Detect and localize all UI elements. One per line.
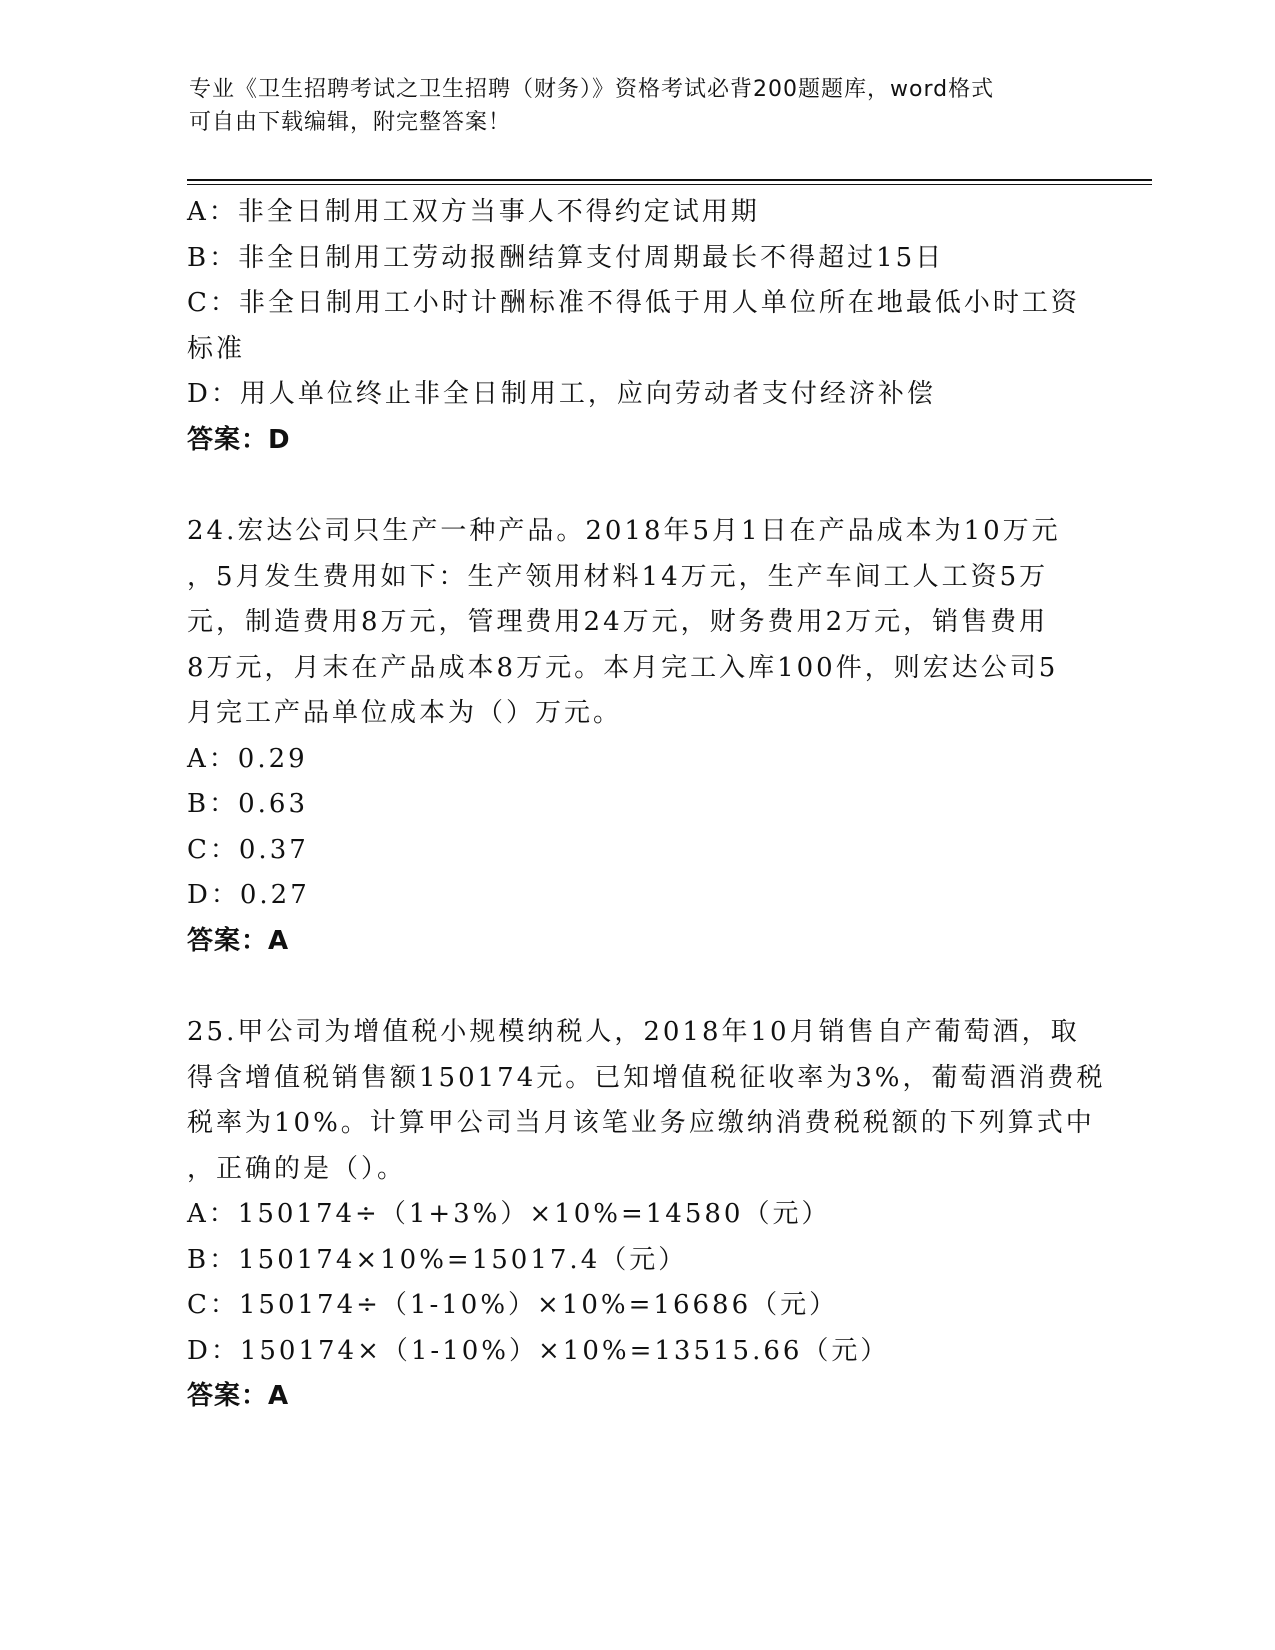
document-header — [189, 73, 1069, 139]
answer-label: 答案：A — [187, 925, 290, 956]
answer-label: 答案：A — [187, 1381, 290, 1411]
spacer — [187, 964, 1087, 1010]
option-d: D：用人单位终止非全日制用工，应向劳动者支付经济补偿 — [187, 379, 936, 409]
question-text-line: 得含增值税销售额150174元。已知增值税征收率为3%，葡萄酒消费税 — [187, 1062, 1106, 1093]
spacer — [187, 463, 1087, 509]
option-c-continued: 标准 — [187, 333, 246, 364]
option-d: D：150174×（1-10%）×10%=13515.66（元） — [187, 1335, 890, 1366]
option-b: B：非全日制用工劳动报酬结算支付周期最长不得超过15日 — [187, 242, 945, 273]
question-text-line: 24.宏达公司只生产一种产品。2018年5月1日在产品成本为10万元 — [187, 516, 1061, 546]
question-text-line: ，正确的是（）。 — [187, 1153, 407, 1184]
option-c: C：150174÷（1-10%）×10%=16686（元） — [187, 1290, 839, 1320]
option-c: C：非全日制用工小时计酬标准不得低于用人单位所在地最低小时工资 — [187, 288, 1080, 318]
question-25-block — [187, 1010, 1106, 1420]
option-c: C：0.37 — [187, 834, 309, 865]
question-text-line: 25.甲公司为增值税小规模纳税人，2018年10月销售自产葡萄酒，取 — [187, 1017, 1080, 1047]
question-23-block — [187, 190, 1087, 463]
header-line-1: 专业《卫生招聘考试之卫生招聘（财务）》资格考试必背200题题库，word格式 — [189, 77, 995, 102]
option-b: B：150174×10%=15017.4（元） — [187, 1244, 688, 1275]
question-text-line: 税率为10%。计算甲公司当月该笔业务应缴纳消费税税额的下列算式中 — [187, 1108, 1095, 1138]
question-24-block — [187, 509, 1087, 964]
header-rule-thin — [187, 184, 1152, 185]
option-b: B：0.63 — [187, 789, 308, 819]
option-a: A：0.29 — [187, 743, 308, 774]
option-a: A：150174÷（1+3%）×10%=14580（元） — [187, 1199, 831, 1229]
document-body — [187, 190, 1106, 1420]
question-text-line: ，5月发生费用如下：生产领用材料14万元，生产车间工人工资5万 — [187, 561, 1049, 592]
answer-label: 答案：D — [187, 424, 291, 455]
question-text-line: 元，制造费用8万元，管理费用24万元，财务费用2万元，销售费用 — [187, 607, 1049, 637]
question-text-line: 月完工产品单位成本为（）万元。 — [187, 698, 623, 728]
header-line-2: 可自由下载编辑，附完整答案！ — [189, 110, 512, 135]
option-d: D：0.27 — [187, 880, 310, 910]
header-rule-thick — [187, 179, 1152, 181]
option-a: A：非全日制用工双方当事人不得约定试用期 — [187, 197, 760, 227]
question-text-line: 8万元，月末在产品成本8万元。本月完工入库100件，则宏达公司5 — [187, 652, 1059, 683]
